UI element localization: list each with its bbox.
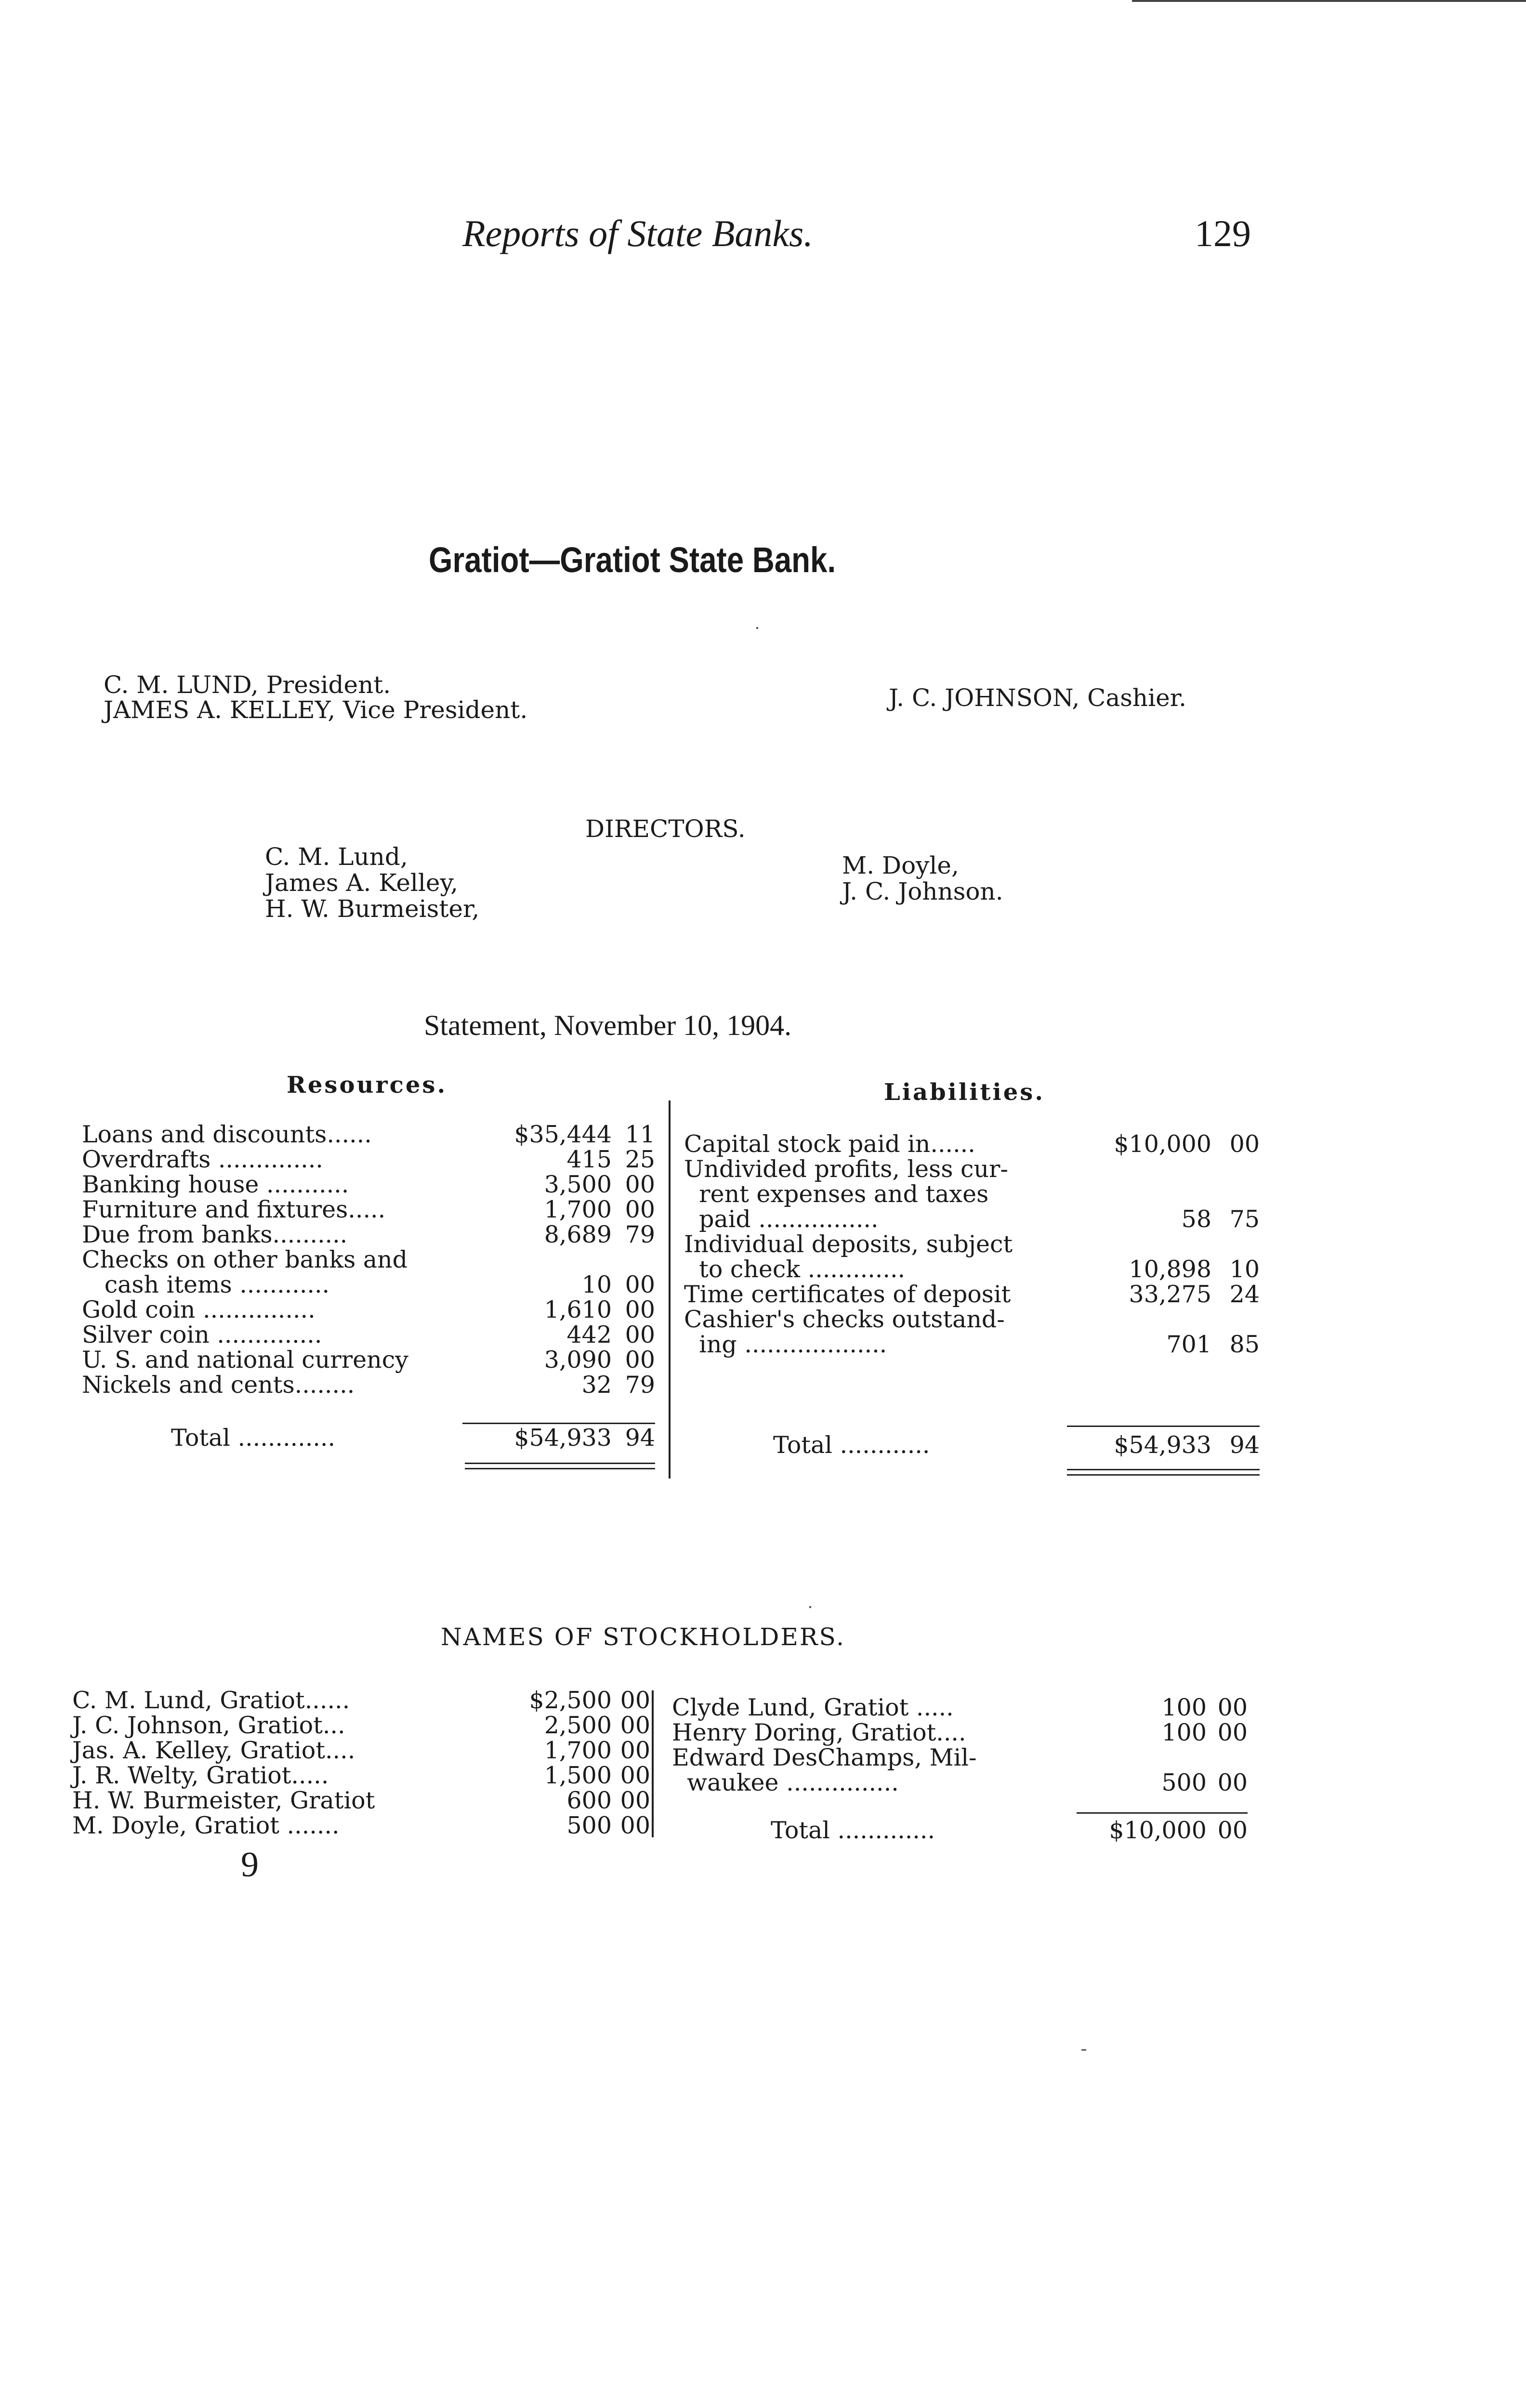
- stockholder-row: [72, 1688, 650, 1713]
- liability-row-label: Individual deposits, subject: [684, 1230, 1013, 1258]
- liabilities-heading: Liabilities.: [884, 1079, 1045, 1106]
- stockholder-row-label: Clyde Lund, Gratiot .....: [672, 1694, 954, 1721]
- directors-heading: DIRECTORS.: [585, 815, 746, 843]
- resource-row: [82, 1348, 660, 1373]
- liability-row: [684, 1257, 1262, 1282]
- resource-row: [82, 1373, 660, 1398]
- stockholder-row-label: Edward DesChamps, Mil-: [672, 1744, 977, 1771]
- liabilities-total-dollars: $54,933: [1114, 1431, 1211, 1459]
- stockholders-total-rule: [1077, 1812, 1248, 1814]
- resource-row-label: Due from banks..........: [82, 1221, 348, 1248]
- resource-row-label: Nickels and cents........: [82, 1371, 355, 1399]
- resource-row-cents: 00: [625, 1346, 655, 1374]
- resource-row: [82, 1247, 660, 1272]
- resource-row-dollars: 442: [566, 1321, 612, 1348]
- stockholder-row-cents: 00: [620, 1687, 650, 1714]
- director-name: M. Doyle,: [842, 851, 959, 879]
- top-edge-rule: [1132, 0, 1526, 2]
- directors-right: [842, 852, 1003, 904]
- stockholder-row: [72, 1813, 650, 1838]
- resource-row-label: Furniture and fixtures.....: [82, 1196, 386, 1223]
- resource-row: [82, 1147, 660, 1172]
- director-name: James A. Kelley,: [265, 869, 458, 897]
- stockholder-row-cents: 00: [620, 1712, 650, 1739]
- resource-row: [82, 1322, 660, 1348]
- liability-row-dollars: 10,898: [1129, 1256, 1211, 1283]
- stockholder-row-label: H. W. Burmeister, Gratiot: [72, 1787, 375, 1814]
- stockholder-row: [672, 1720, 1250, 1745]
- liability-row-label: rent expenses and taxes: [684, 1180, 989, 1208]
- resources-double-rule: [465, 1463, 655, 1464]
- resource-row: [82, 1197, 660, 1222]
- stockholder-row-cents: 00: [620, 1737, 650, 1764]
- liability-row-dollars: 701: [1166, 1331, 1211, 1358]
- liability-row-dollars: 58: [1181, 1205, 1211, 1233]
- liabilities-table: [684, 1132, 1262, 1357]
- stockholder-row-label: Jas. A. Kelley, Gratiot....: [72, 1737, 355, 1764]
- stockholder-row-dollars: 1,700: [544, 1737, 612, 1764]
- stockholder-row: [672, 1745, 1250, 1770]
- resource-row-cents: 00: [625, 1321, 655, 1348]
- resource-row-dollars: 1,610: [544, 1296, 612, 1323]
- resource-row-label: U. S. and national currency: [82, 1346, 408, 1374]
- stockholders-total-dollars: $10,000: [1109, 1817, 1207, 1844]
- liabilities-total-cents: 94: [1229, 1431, 1260, 1459]
- director-name: H. W. Burmeister,: [265, 895, 480, 923]
- resource-row-dollars: 8,689: [544, 1221, 612, 1248]
- resource-row: [82, 1297, 660, 1322]
- resource-row-label: Gold coin ...............: [82, 1296, 316, 1323]
- running-head: Reports of State Banks.: [462, 212, 813, 254]
- resources-table: [82, 1122, 660, 1398]
- stockholder-row-label: M. Doyle, Gratiot .......: [72, 1812, 340, 1839]
- resource-row-label: Silver coin ..............: [82, 1321, 322, 1348]
- liabilities-total-label: Total ............: [773, 1431, 930, 1459]
- stockholder-row-dollars: $2,500: [529, 1687, 612, 1714]
- officer-vice-president: JAMES A. KELLEY, Vice President.: [104, 696, 528, 724]
- resource-row: [82, 1222, 660, 1247]
- resource-row-cents: 00: [625, 1296, 655, 1323]
- resources-heading: Resources.: [287, 1072, 447, 1099]
- resource-row-label: cash items ............: [82, 1271, 330, 1298]
- stockholder-row: [672, 1695, 1250, 1720]
- officers-left: [104, 672, 527, 723]
- stockholder-row: [72, 1713, 650, 1738]
- liability-row-cents: 24: [1229, 1281, 1260, 1308]
- stockholder-row-cents: 00: [620, 1812, 650, 1839]
- resource-row-cents: 00: [625, 1271, 655, 1298]
- resource-row-cents: 79: [625, 1371, 655, 1399]
- stockholders-total-label: Total .............: [771, 1817, 935, 1844]
- resource-row: [82, 1122, 660, 1147]
- resources-total-cents: 94: [625, 1424, 655, 1452]
- liability-row-label: paid ................: [684, 1205, 879, 1233]
- liability-row: [684, 1332, 1262, 1357]
- resource-row: [82, 1272, 660, 1297]
- liability-row: [684, 1157, 1262, 1182]
- stockholder-row-label: Henry Doring, Gratiot....: [672, 1719, 966, 1746]
- stockholder-row: [672, 1770, 1250, 1795]
- resources-total-label: Total .............: [171, 1424, 336, 1452]
- liability-row: [684, 1207, 1262, 1232]
- stockholders-column-divider: [652, 1690, 654, 1837]
- resource-row-dollars: 3,500: [544, 1171, 612, 1198]
- resource-row-dollars: 415: [566, 1146, 612, 1173]
- stockholder-row-cents: 00: [1217, 1769, 1248, 1796]
- resource-row-dollars: 10: [581, 1271, 612, 1298]
- stockholder-row-dollars: 100: [1161, 1719, 1207, 1746]
- resource-row-dollars: 32: [581, 1371, 612, 1399]
- stockholder-row-cents: 00: [620, 1762, 650, 1789]
- liability-row-label: Capital stock paid in......: [684, 1130, 975, 1158]
- stockholders-heading: NAMES OF STOCKHOLDERS.: [441, 1623, 845, 1651]
- stockholder-row-cents: 00: [1217, 1694, 1248, 1721]
- stockholders-total-cents: 00: [1217, 1817, 1248, 1844]
- stockholder-row-dollars: 2,500: [544, 1712, 612, 1739]
- resources-double-rule: [465, 1468, 655, 1469]
- resource-row-cents: 25: [625, 1146, 655, 1173]
- resource-row-label: Loans and discounts......: [82, 1121, 372, 1148]
- stockholder-row-label: C. M. Lund, Gratiot......: [72, 1687, 350, 1714]
- signature-mark: 9: [241, 1845, 259, 1885]
- liability-row-dollars: $10,000: [1114, 1130, 1211, 1158]
- liabilities-total-rule: [1067, 1426, 1260, 1427]
- liability-row-label: ing ...................: [684, 1331, 887, 1358]
- bank-title: Gratiot—Gratiot State Bank.: [429, 540, 836, 580]
- liability-row-cents: 75: [1229, 1205, 1260, 1233]
- officer-president: C. M. LUND, President.: [104, 671, 391, 699]
- liability-row: [684, 1182, 1262, 1207]
- ink-speck: [809, 1606, 811, 1608]
- liability-row-cents: 00: [1229, 1130, 1260, 1158]
- resource-row-label: Overdrafts ..............: [82, 1146, 323, 1173]
- resource-row-label: Checks on other banks and: [82, 1246, 408, 1273]
- resource-row-dollars: $35,444: [514, 1121, 612, 1148]
- liability-row: [684, 1232, 1262, 1257]
- stockholders-left-list: [72, 1688, 650, 1838]
- liabilities-double-rule: [1067, 1474, 1260, 1476]
- resource-row-label: Banking house ...........: [82, 1171, 349, 1198]
- liability-row-dollars: 33,275: [1129, 1281, 1211, 1308]
- liability-row-label: Cashier's checks outstand-: [684, 1306, 1005, 1333]
- stockholder-row: [72, 1738, 650, 1763]
- stockholder-row-label: J. R. Welty, Gratiot.....: [72, 1762, 329, 1789]
- liability-row-label: to check .............: [684, 1256, 906, 1283]
- stockholders-right-list: [672, 1695, 1250, 1795]
- stockholder-row-dollars: 500: [566, 1812, 612, 1839]
- liability-row: [684, 1307, 1262, 1332]
- liability-row-cents: 10: [1229, 1256, 1260, 1283]
- director-name: C. M. Lund,: [265, 843, 408, 871]
- resource-row-cents: 00: [625, 1171, 655, 1198]
- resource-row-cents: 11: [625, 1121, 655, 1148]
- stockholder-row-dollars: 500: [1161, 1769, 1207, 1796]
- stockholder-row-label: waukee ...............: [672, 1769, 899, 1796]
- liability-row: [684, 1282, 1262, 1307]
- director-name: J. C. Johnson.: [842, 877, 1003, 905]
- liability-row-label: Time certificates of deposit: [684, 1281, 1011, 1308]
- liability-row: [684, 1132, 1262, 1157]
- stockholder-row: [72, 1788, 650, 1813]
- officer-cashier: J. C. JOHNSON, Cashier.: [889, 684, 1186, 712]
- liabilities-double-rule: [1067, 1469, 1260, 1470]
- stockholder-row-label: J. C. Johnson, Gratiot...: [72, 1712, 345, 1739]
- liability-row-cents: 85: [1229, 1331, 1260, 1358]
- stockholder-row: [72, 1763, 650, 1788]
- statement-column-divider: [669, 1100, 671, 1479]
- page-number: 129: [1195, 212, 1251, 254]
- ink-speck: [1081, 2049, 1086, 2051]
- stockholder-row-dollars: 100: [1161, 1694, 1207, 1721]
- resource-row-dollars: 1,700: [544, 1196, 612, 1223]
- liability-row-label: Undivided profits, less cur-: [684, 1155, 1009, 1183]
- ink-speck: [756, 627, 758, 629]
- stockholder-row-cents: 00: [1217, 1719, 1248, 1746]
- resource-row-cents: 79: [625, 1221, 655, 1248]
- stockholder-row-dollars: 1,500: [544, 1762, 612, 1789]
- statement-title: Statement, November 10, 1904.: [424, 1009, 792, 1041]
- resource-row-dollars: 3,090: [544, 1346, 612, 1374]
- resources-total-dollars: $54,933: [514, 1424, 612, 1452]
- resource-row-cents: 00: [625, 1196, 655, 1223]
- directors-left: [265, 844, 479, 922]
- resource-row: [82, 1172, 660, 1197]
- stockholder-row-cents: 00: [620, 1787, 650, 1814]
- stockholder-row-dollars: 600: [566, 1787, 612, 1814]
